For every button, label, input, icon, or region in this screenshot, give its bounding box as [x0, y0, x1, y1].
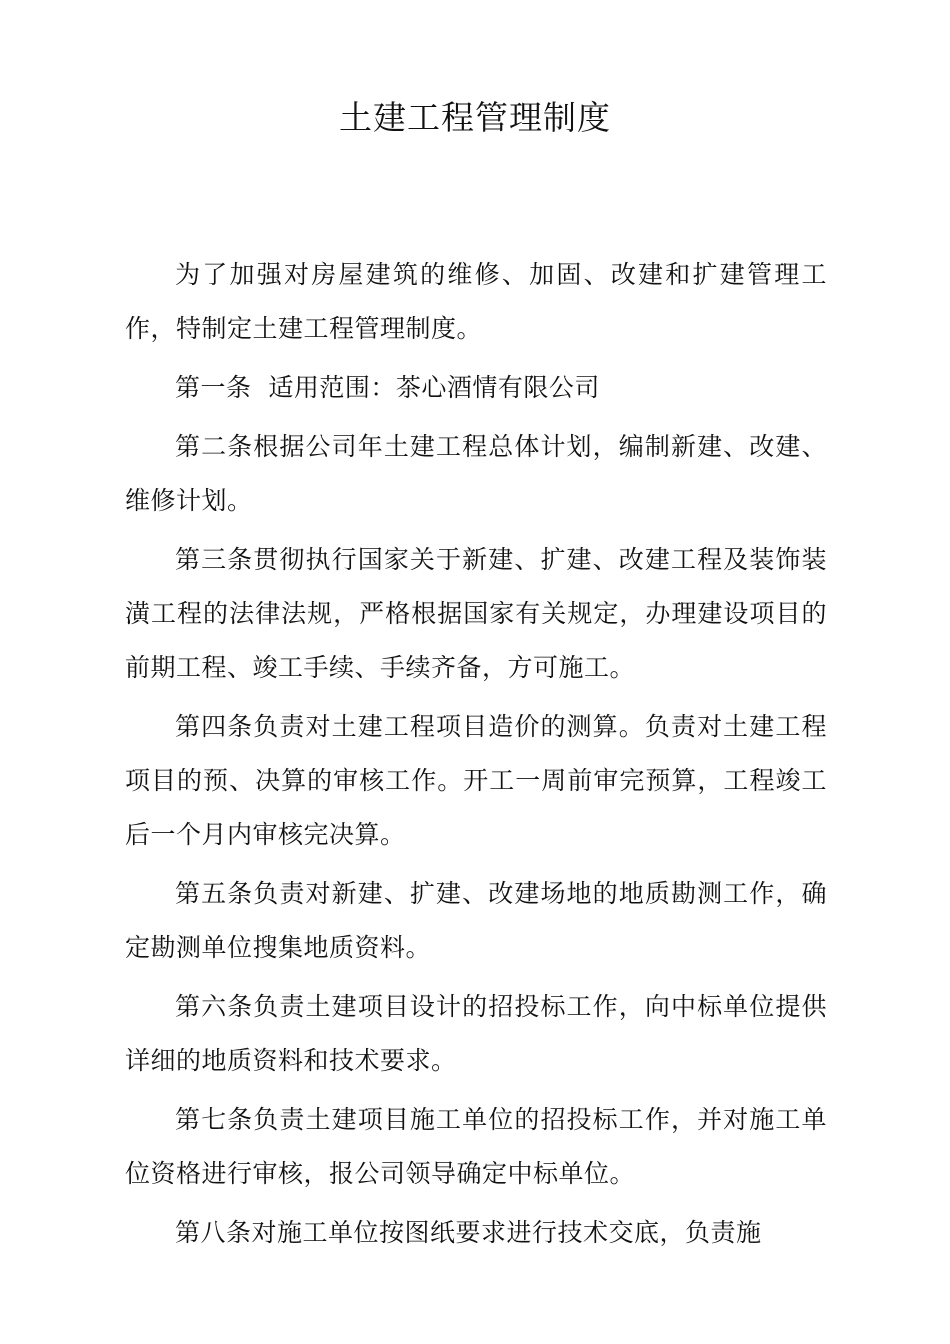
paragraph-article-7: 第七条负责土建项目施工单位的招投标工作，并对施工单位资格进行审核，报公司领导确定中标单位。 — [125, 1105, 827, 1188]
paragraph-article-3: 第三条贯彻执行国家关于新建、扩建、改建工程及装饰装潢工程的法律法规，严格根据国家有关规定，办理建设项目的前期工程、竣工手续、手续齐备，方可施工。 — [125, 545, 827, 682]
paragraph-article-1: 第一条 适用范围：茶心酒情有限公司 — [175, 373, 600, 402]
document-title: 土建工程管理制度 — [339, 98, 611, 137]
paragraph-intro: 为了加强对房屋建筑的维修、加固、改建和扩建管理工作，特制定土建工程管理制度。 — [125, 260, 827, 343]
paragraph-article-5: 第五条负责对新建、扩建、改建场地的地质勘测工作，确定勘测单位搜集地质资料。 — [125, 879, 827, 962]
paragraph-article-6: 第六条负责土建项目设计的招投标工作，向中标单位提供详细的地质资料和技术要求。 — [125, 992, 827, 1075]
paragraph-article-4: 第四条负责对土建工程项目造价的测算。负责对土建工程项目的预、决算的审核工作。开工一周前审完预算，工程竣工后一个月内审核完决算。 — [125, 712, 827, 849]
document-body — [125, 248, 827, 1265]
paragraph-article-2: 第二条根据公司年土建工程总体计划，编制新建、改建、维修计划。 — [125, 432, 827, 515]
paragraph-article-8: 第八条对施工单位按图纸要求进行技术交底，负责施 — [175, 1218, 762, 1247]
